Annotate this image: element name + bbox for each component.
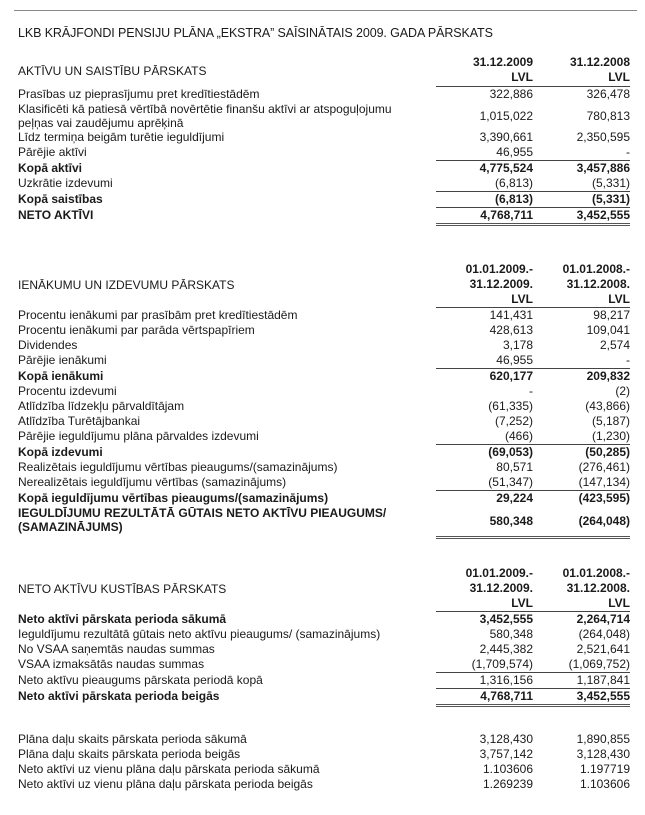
value-2008: 326,478 — [586, 87, 630, 101]
value-2008: 98,217 — [593, 308, 630, 322]
value-2008: 2,350,595 — [576, 130, 630, 144]
column-period-end: 31.12.2009. — [469, 277, 533, 291]
net-assets-movement-rows — [18, 611, 630, 707]
table-row — [18, 308, 630, 323]
value-2008: (5,331) — [591, 176, 630, 190]
value-2008: (147,134) — [578, 475, 630, 489]
balance-sheet-section — [18, 55, 630, 226]
row-label: Klasificēti kā patiesā vērtībā novērtētie finanšu aktīvi ar atspoguļojumu peļņas vai zaudējumu aprēķinā — [18, 102, 392, 130]
income-statement-section — [18, 262, 630, 539]
value-2008: 1.103606 — [579, 777, 630, 791]
value-2008: (5,187) — [591, 414, 630, 428]
row-label: Neto aktīvi uz vienu plāna daļu pārskata perioda sākumā — [18, 762, 320, 776]
value-2009: (69,053) — [488, 445, 533, 459]
column-header-2009 — [436, 566, 533, 611]
table-row — [18, 777, 630, 792]
value-2009: 2,445,382 — [479, 642, 533, 656]
value-2009: 4,768,711 — [480, 689, 533, 703]
section-title: NETO AKTĪVU KUSTĪBAS PĀRSKATS — [18, 582, 227, 596]
value-2009: 428,613 — [489, 323, 533, 337]
row-label: NETO AKTĪVI — [18, 208, 94, 222]
income-statement-header — [18, 262, 630, 307]
value-2008: - — [626, 145, 630, 159]
total-row — [18, 191, 630, 207]
net-assets-movement-header — [18, 566, 630, 611]
column-currency: LVL — [511, 70, 533, 84]
value-2008: (264,048) — [578, 514, 630, 528]
value-2009: 46,955 — [496, 145, 533, 159]
row-label: Kopā saistības — [18, 192, 103, 206]
value-2008: (50,285) — [585, 445, 630, 459]
row-label: Procentu izdevumi — [18, 384, 117, 398]
net-assets-row — [18, 207, 630, 226]
table-row — [18, 429, 630, 444]
value-2009: 322,886 — [489, 87, 533, 101]
table-row — [18, 460, 630, 475]
value-2008: (1,069,752) — [568, 657, 630, 671]
value-2008: (1,230) — [591, 429, 630, 443]
row-label: Dividendes — [18, 338, 78, 352]
column-currency: LVL — [608, 70, 630, 84]
document-title: LKB KRĀJFONDI PENSIJU PLĀNA „EKSTRA” SAĪSINĀTAIS 2009. GADA PĀRSKATS — [18, 26, 493, 40]
value-2008: (2) — [615, 384, 630, 398]
plan-units-rows — [18, 732, 630, 792]
row-label: Neto aktīvu pieaugums pārskata periodā kopā — [18, 673, 263, 687]
value-2008: 3,452,555 — [576, 208, 630, 222]
value-2008: 2,264,714 — [576, 612, 630, 626]
value-2009: 3,128,430 — [479, 732, 533, 746]
column-header-2008 — [533, 55, 630, 85]
column-header-2009 — [436, 262, 533, 307]
section-title: IENĀKUMU UN IZDEVUMU PĀRSKATS — [18, 278, 235, 292]
value-2008: (423,595) — [578, 491, 630, 505]
value-2008: - — [626, 353, 630, 367]
row-label: Procentu ienākumi par prasībām pret kredītiestādēm — [18, 308, 298, 322]
column-currency: LVL — [608, 292, 630, 306]
value-2008: 1,187,841 — [576, 673, 630, 687]
column-date: 31.12.2008 — [569, 55, 630, 69]
net-result-row — [18, 506, 630, 539]
value-2009: 3,178 — [502, 338, 533, 352]
value-2008: 1,890,855 — [576, 732, 630, 746]
value-2009: 580,348 — [489, 514, 533, 528]
column-currency: LVL — [511, 292, 533, 306]
value-2009: 620,177 — [489, 369, 533, 383]
value-2009: 46,955 — [496, 353, 533, 367]
row-label: Kopā ieguldījumu vērtības pieaugums/(samazinājums) — [18, 491, 329, 505]
table-row — [18, 130, 630, 145]
row-label: Realizētais ieguldījumu vērtības pieaugums/(samazinājums) — [18, 460, 338, 474]
column-currency: LVL — [511, 596, 533, 610]
value-2009: (7,252) — [494, 414, 533, 428]
value-2009: 1.103606 — [482, 762, 533, 776]
value-2008: 2,521,641 — [576, 642, 630, 656]
value-2009: (51,347) — [488, 475, 533, 489]
value-2009: (61,335) — [488, 399, 533, 413]
value-2008: 1.197719 — [579, 762, 630, 776]
column-currency: LVL — [608, 596, 630, 610]
value-2009: (6,813) — [494, 192, 533, 206]
value-2008: (5,331) — [591, 192, 630, 206]
value-2009: 1,316,156 — [479, 673, 533, 687]
section-title: AKTĪVU UN SAISTĪBU PĀRSKATS — [18, 64, 207, 78]
value-2008: (276,461) — [578, 460, 630, 474]
table-row — [18, 399, 630, 414]
table-row — [18, 176, 630, 191]
closing-balance-row — [18, 688, 630, 707]
value-2009: 4,768,711 — [480, 208, 533, 222]
value-2008: 109,041 — [586, 323, 630, 337]
row-label: Uzkrātie izdevumi — [18, 176, 113, 190]
value-2008: 3,457,886 — [576, 161, 630, 175]
value-2009: (1,709,574) — [471, 657, 533, 671]
column-header-2008 — [533, 262, 630, 307]
value-2009: 4,775,524 — [479, 161, 533, 175]
row-label: Atlīdzība Turētājbankai — [18, 414, 141, 428]
column-date: 31.12.2009 — [472, 55, 533, 69]
value-2009: 3,452,555 — [479, 612, 533, 626]
table-row — [18, 732, 630, 747]
table-row — [18, 762, 630, 777]
row-label: Neto aktīvi pārskata perioda sākumā — [18, 612, 227, 626]
column-period-end: 31.12.2009. — [469, 581, 533, 595]
value-2008: 209,832 — [586, 369, 630, 383]
total-row — [18, 444, 630, 460]
subtotal-row — [18, 672, 630, 688]
value-2009: 80,571 — [496, 460, 533, 474]
balance-sheet-header — [18, 55, 630, 86]
table-row — [18, 657, 630, 672]
opening-balance-row — [18, 612, 630, 627]
column-header-2008 — [533, 566, 630, 611]
value-2009: 141,431 — [489, 308, 533, 322]
value-2009: (466) — [504, 429, 533, 443]
row-label: Nerealizētais ieguldījumu vērtības (samazinājums) — [18, 475, 287, 489]
column-period-end: 31.12.2008. — [566, 581, 630, 595]
value-2009: (6,813) — [494, 176, 533, 190]
row-label: Pārējie ieguldījumu plāna pārvaldes izdevumi — [18, 429, 259, 443]
row-label: Pārējie aktīvi — [18, 145, 87, 159]
row-label: VSAA izmaksātās naudas summas — [18, 657, 205, 671]
table-row — [18, 145, 630, 160]
value-2009: 580,348 — [489, 627, 533, 641]
table-row — [18, 87, 630, 102]
table-row — [18, 353, 630, 368]
table-row — [18, 338, 630, 353]
net-assets-movement-section — [18, 566, 630, 707]
value-2008: 3,128,430 — [576, 747, 630, 761]
row-label: Neto aktīvi pārskata perioda beigās — [18, 689, 220, 703]
table-row — [18, 642, 630, 657]
row-label: Plāna daļu skaits pārskata perioda sākumā — [18, 732, 247, 746]
column-period-start: 01.01.2009.- — [465, 566, 533, 580]
column-header-2009 — [436, 55, 533, 85]
row-label: Procentu ienākumi par parāda vērtspapīriem — [18, 323, 255, 337]
column-period-start: 01.01.2008.- — [562, 262, 630, 276]
row-label: No VSAA saņemtās naudas summas — [18, 642, 215, 656]
table-row — [18, 414, 630, 429]
column-period-start: 01.01.2009.- — [465, 262, 533, 276]
value-2008: 3,452,555 — [576, 689, 630, 703]
row-label: Kopā aktīvi — [18, 161, 83, 175]
value-2009: 3,390,661 — [479, 130, 533, 144]
row-label: Atlīdzība līdzekļu pārvaldītājam — [18, 399, 185, 413]
table-row — [18, 747, 630, 762]
table-row — [18, 384, 630, 399]
row-label: Pārējie ienākumi — [18, 353, 107, 367]
row-label: Neto aktīvi uz vienu plāna daļu pārskata perioda beigās — [18, 777, 313, 791]
value-2009: 1.269239 — [482, 777, 533, 791]
row-label: Kopā izdevumi — [18, 445, 103, 459]
value-2009: 3,757,142 — [479, 747, 533, 761]
table-row — [18, 627, 630, 642]
table-row — [18, 323, 630, 338]
total-row — [18, 490, 630, 506]
row-label: Plāna daļu skaits pārskata perioda beigās — [18, 747, 241, 761]
plan-units-section — [18, 732, 630, 792]
value-2008: 2,574 — [599, 338, 630, 352]
row-label: Kopā ienākumi — [18, 369, 104, 383]
total-row — [18, 160, 630, 176]
table-row — [18, 102, 630, 130]
row-label: IEGULDĪJUMU REZULTĀTĀ GŪTAIS NETO AKTĪVU PIEAUGUMS/ (SAMAZINĀJUMS) — [18, 506, 387, 534]
value-2009: - — [529, 384, 533, 398]
value-2008: (264,048) — [578, 627, 630, 641]
row-label: Ieguldījumu rezultātā gūtais neto aktīvu pieaugums/ (samazinājums) — [18, 627, 381, 641]
value-2009: 1,015,022 — [479, 109, 533, 123]
balance-sheet-rows — [18, 86, 630, 226]
table-row — [18, 475, 630, 490]
value-2008: 780,813 — [586, 109, 630, 123]
row-label: Prasības uz pieprasījumu pret kredītiestādēm — [18, 87, 260, 101]
value-2008: (43,866) — [585, 399, 630, 413]
total-row — [18, 368, 630, 384]
income-statement-rows — [18, 307, 630, 539]
value-2009: 29,224 — [496, 491, 533, 505]
top-rule — [14, 10, 637, 11]
column-period-start: 01.01.2008.- — [562, 566, 630, 580]
row-label: Līdz termiņa beigām turētie ieguldījumi — [18, 130, 225, 144]
column-period-end: 31.12.2008. — [566, 277, 630, 291]
